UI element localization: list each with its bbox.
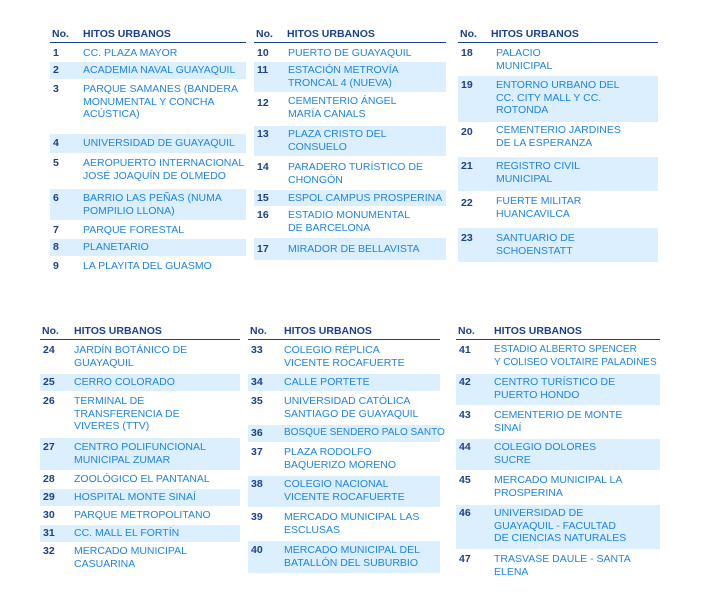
list-item <box>458 193 658 225</box>
table-header <box>458 28 658 43</box>
item-number: 35 <box>251 395 263 407</box>
list-item <box>50 222 246 238</box>
item-name: SANTUARIO DE SCHOENSTATT <box>496 232 575 257</box>
item-name: ACADEMIA NAVAL GUAYAQUIL <box>83 64 236 76</box>
item-number: 9 <box>53 260 59 272</box>
header-no: No. <box>42 325 59 337</box>
item-name: CERRO COLORADO <box>74 376 175 388</box>
item-name: ENTORNO URBANO DEL CC. CITY MALL Y CC. ROTONDA <box>496 79 620 116</box>
list-item <box>458 45 658 75</box>
item-number: 38 <box>251 478 263 490</box>
header-title: HITOS URBANOS <box>491 28 579 40</box>
item-name: PALACIO MUNICIPAL <box>496 47 553 72</box>
item-number: 19 <box>461 79 473 91</box>
list-item <box>50 83 246 129</box>
list-item <box>456 342 660 372</box>
item-number: 7 <box>53 224 59 236</box>
item-number: 23 <box>461 232 473 244</box>
item-name: UNIVERSIDAD CATÓLICA SANTIAGO DE GUAYAQUIL <box>284 395 419 420</box>
list-item <box>248 541 440 573</box>
item-number: 46 <box>459 507 471 519</box>
item-number: 6 <box>53 192 59 204</box>
header-no: No. <box>52 28 69 40</box>
table-header <box>456 325 660 340</box>
item-name: FUERTE MILITAR HUANCAVILCA <box>496 195 582 220</box>
list-item <box>254 159 446 189</box>
item-number: 44 <box>459 441 471 453</box>
item-name: PARADERO TURÍSTICO DE CHONGÓN <box>288 161 423 186</box>
header-title: HITOS URBANOS <box>287 28 375 40</box>
list-item <box>40 489 240 506</box>
list-item <box>458 228 658 262</box>
header-no: No. <box>256 28 273 40</box>
item-name: ESTACIÓN METROVÍA TRONCAL 4 (NUEVA) <box>288 64 399 89</box>
item-name: JARDÍN BOTÁNICO DE GUAYAQUIL <box>74 344 188 369</box>
list-item <box>248 509 440 540</box>
item-number: 13 <box>257 128 269 140</box>
header-no: No. <box>460 28 477 40</box>
header-title: HITOS URBANOS <box>74 325 162 337</box>
item-name: ESTADIO ALBERTO SPENCER Y COLISEO VOLTAIRE PALADINES <box>494 344 657 368</box>
item-name: UNIVERSIDAD DE GUAYAQUIL - FACULTAD DE CIENCIAS NATURALES <box>494 507 627 544</box>
item-number: 30 <box>43 509 55 521</box>
item-number: 14 <box>257 161 269 173</box>
list-item <box>50 239 246 256</box>
list-item <box>50 134 246 153</box>
list-item <box>458 157 658 191</box>
item-number: 33 <box>251 344 263 356</box>
item-name: MERCADO MUNICIPAL LAS ESCLUSAS <box>284 511 420 536</box>
item-name: CEMENTERIO JARDINES DE LA ESPERANZA <box>496 124 621 149</box>
item-name: BOSQUE SENDERO PALO SANTO <box>284 427 445 438</box>
list-item <box>456 472 660 503</box>
item-number: 29 <box>43 491 55 503</box>
list-item <box>248 374 440 391</box>
list-item <box>50 45 246 61</box>
item-name: MERCADO MUNICIPAL CASUARINA <box>74 545 187 570</box>
list-item <box>458 124 658 154</box>
table-1 <box>50 28 246 278</box>
list-item <box>254 45 446 61</box>
item-name: PUERTO DE GUAYAQUIL <box>288 47 412 59</box>
list-item <box>248 425 445 442</box>
table-4 <box>40 325 240 575</box>
item-number: 21 <box>461 160 473 172</box>
item-name: ESPOL CAMPUS PROSPERINA <box>288 192 443 204</box>
item-number: 22 <box>461 197 473 209</box>
item-number: 27 <box>43 441 55 453</box>
list-item <box>40 507 240 524</box>
table-6 <box>456 325 660 585</box>
item-name: CEMENTERIO ÁNGEL MARÍA CANALS <box>288 95 397 120</box>
item-name: COLEGIO NACIONAL VICENTE ROCAFUERTE <box>284 478 405 503</box>
header-no: No. <box>250 325 267 337</box>
header-title: HITOS URBANOS <box>494 325 582 337</box>
item-number: 16 <box>257 209 269 221</box>
item-number: 43 <box>459 409 471 421</box>
list-item <box>40 471 240 488</box>
item-name: TRASVASE DAULE - SANTA ELENA <box>494 553 631 578</box>
item-name: AEROPUERTO INTERNACIONAL JOSÉ JOAQUÍN DE OLMEDO <box>83 157 245 182</box>
item-number: 24 <box>43 344 55 356</box>
table-header <box>248 325 440 340</box>
item-number: 37 <box>251 446 263 458</box>
item-number: 36 <box>251 427 263 439</box>
item-number: 31 <box>43 527 55 539</box>
list-item <box>254 95 446 125</box>
item-number: 10 <box>257 47 269 59</box>
item-name: PARQUE METROPOLITANO <box>74 509 211 521</box>
item-number: 32 <box>43 545 55 557</box>
list-item <box>254 190 446 206</box>
item-name: COLEGIO DOLORES SUCRE <box>494 441 597 466</box>
list-item <box>50 258 246 274</box>
item-name: ZOOLÓGICO EL PANTANAL <box>74 473 210 485</box>
item-name: PARQUE SAMANES (BANDERA MONUMENTAL Y CONCHA ACÚSTICA) <box>83 83 239 120</box>
item-number: 12 <box>257 97 269 109</box>
item-number: 34 <box>251 376 263 388</box>
item-number: 47 <box>459 553 471 565</box>
item-name: UNIVERSIDAD DE GUAYAQUIL <box>83 137 235 149</box>
item-number: 39 <box>251 511 263 523</box>
item-name: REGISTRO CIVIL MUNICIPAL <box>496 160 581 185</box>
item-name: HOSPITAL MONTE SINAÍ <box>74 491 196 503</box>
item-name: CEMENTERIO DE MONTE SINAÍ <box>494 409 623 434</box>
item-name: PLANETARIO <box>83 241 149 253</box>
list-item <box>40 525 240 542</box>
item-number: 41 <box>459 344 471 356</box>
item-number: 26 <box>43 395 55 407</box>
item-number: 15 <box>257 192 269 204</box>
item-number: 18 <box>461 47 473 59</box>
list-item <box>458 76 658 122</box>
item-number: 17 <box>257 243 269 255</box>
item-name: CENTRO POLIFUNCIONAL MUNICIPAL ZUMAR <box>74 441 206 466</box>
table-3 <box>458 28 658 268</box>
list-item <box>456 505 660 549</box>
list-item <box>50 62 246 79</box>
header-title: HITOS URBANOS <box>83 28 171 40</box>
list-item <box>248 393 440 424</box>
list-item <box>254 238 446 260</box>
table-2 <box>254 28 446 268</box>
item-number: 4 <box>53 137 59 149</box>
item-number: 45 <box>459 474 471 486</box>
item-name: CALLE PORTETE <box>284 376 370 388</box>
item-name: TERMINAL DE TRANSFERENCIA DE VIVERES (TTV) <box>74 395 180 432</box>
list-item <box>40 342 240 372</box>
item-name: MERCADO MUNICIPAL LA PROSPERINA <box>494 474 623 499</box>
list-item <box>50 156 246 186</box>
item-name: BARRIO LAS PEÑAS (NUMA POMPILIO LLONA) <box>83 192 222 217</box>
table-header <box>50 28 246 43</box>
list-item <box>248 476 440 507</box>
item-number: 42 <box>459 376 471 388</box>
item-number: 20 <box>461 126 473 138</box>
header-no: No. <box>458 325 475 337</box>
table-header <box>40 325 240 340</box>
item-name: LA PLAYITA DEL GUASMO <box>83 260 212 272</box>
list-item <box>248 342 440 372</box>
item-number: 1 <box>53 47 59 59</box>
list-item <box>50 189 246 220</box>
list-item <box>40 438 240 470</box>
list-item <box>456 551 660 582</box>
list-item <box>254 62 446 92</box>
list-item <box>40 393 240 437</box>
header-title: HITOS URBANOS <box>284 325 372 337</box>
item-name: MIRADOR DE BELLAVISTA <box>288 243 420 255</box>
item-name: ESTADIO MONUMENTAL DE BARCELONA <box>288 209 411 234</box>
item-number: 11 <box>257 64 269 76</box>
list-item <box>40 543 240 573</box>
item-number: 8 <box>53 241 59 253</box>
item-name: CC. PLAZA MAYOR <box>83 47 178 59</box>
item-name: MERCADO MUNICIPAL DEL BATALLÓN DEL SUBURBIO <box>284 544 420 569</box>
item-number: 5 <box>53 157 59 169</box>
item-name: PARQUE FORESTAL <box>83 224 185 236</box>
list-item <box>456 407 660 438</box>
list-item <box>40 374 240 391</box>
item-number: 25 <box>43 376 55 388</box>
table-5 <box>248 325 445 575</box>
item-number: 28 <box>43 473 55 485</box>
item-number: 3 <box>53 83 59 95</box>
item-number: 2 <box>53 64 59 76</box>
item-name: CENTRO TURÍSTICO DE PUERTO HONDO <box>494 376 616 401</box>
item-name: COLEGIO RÉPLICA VICENTE ROCAFUERTE <box>284 344 405 369</box>
list-item <box>456 439 660 470</box>
item-name: PLAZA CRISTO DEL CONSUELO <box>288 128 387 153</box>
item-name: PLAZA RODOLFO BAQUERIZO MORENO <box>284 446 397 471</box>
list-item <box>248 444 440 475</box>
list-item <box>254 207 446 237</box>
list-item <box>254 126 446 156</box>
item-number: 40 <box>251 544 263 556</box>
table-header <box>254 28 446 43</box>
item-name: CC. MALL EL FORTÍN <box>74 527 180 539</box>
list-item <box>456 374 660 405</box>
